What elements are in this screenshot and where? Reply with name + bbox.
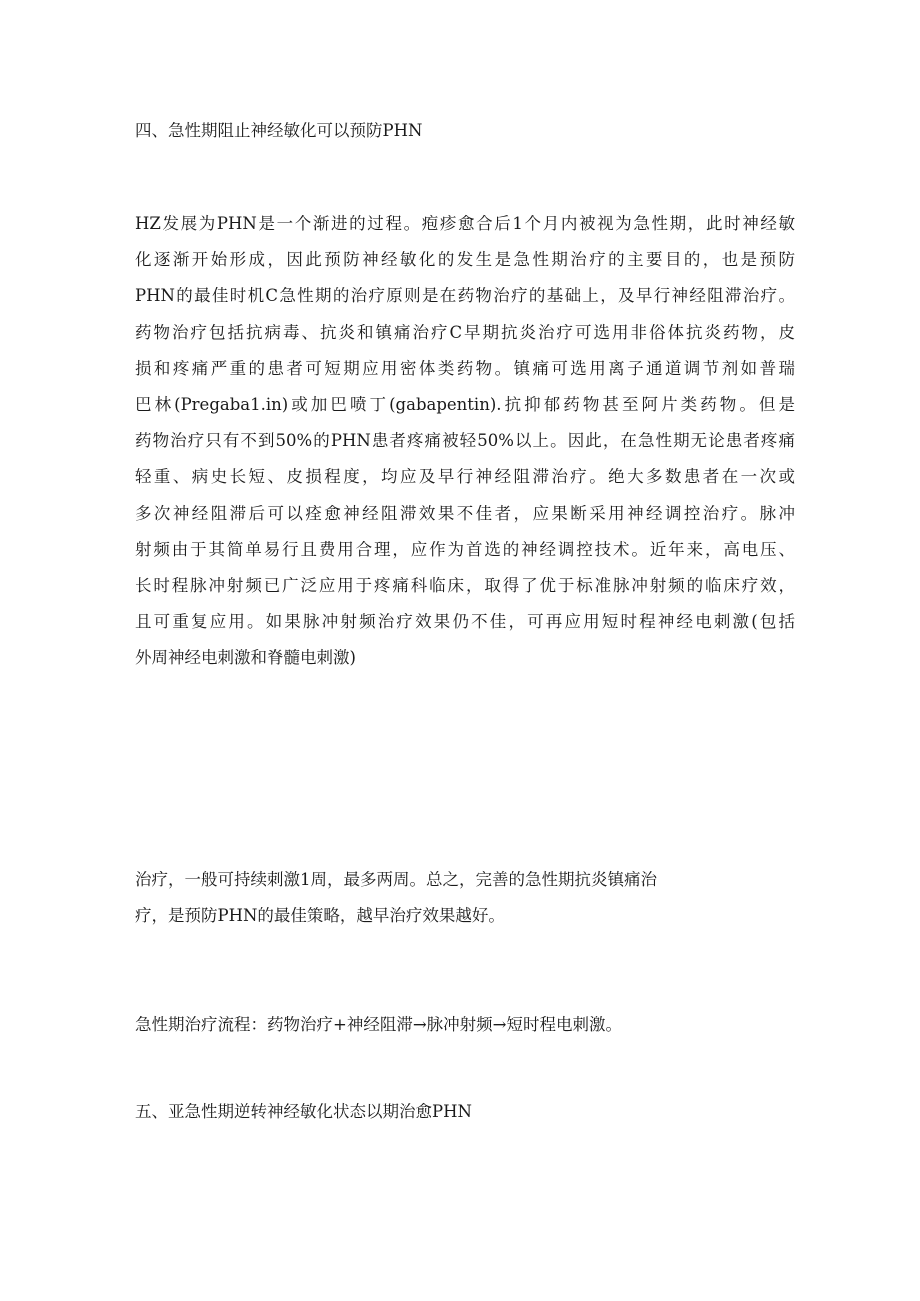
paragraph-line: 治疗，一般可持续刺激1周，最多两周。总之，完善的急性期抗炎镇痛治 (135, 870, 657, 889)
paragraph-line: 且可重复应用。如果脉冲射频治疗效果仍不佳，可再应用短时程神经电刺激(包括 (135, 612, 795, 632)
paragraph-treatment-flow (135, 1007, 795, 1043)
paragraph-line: 射频由于其简单易行且费用合理，应作为首选的神经调控技术。近年来，高电压、 (135, 539, 795, 559)
paragraph-line: PHN的最佳时机C急性期的治疗原则是在药物治疗的基础上，及早行神经阻滞治疗。 (135, 286, 795, 306)
paragraph-line: 外周神经电刺激和脊髓电刺激) (135, 648, 356, 668)
paragraph-line: 长时程脉冲射频已广泛应用于疼痛科临床，取得了优于标准脉冲射频的临床疗效， (135, 575, 795, 595)
paragraph-acute-phase (135, 206, 795, 676)
paragraph-line: 药物治疗包括抗病毒、抗炎和镇痛治疗C早期抗炎治疗可选用非俗体抗炎药物，皮 (135, 322, 795, 342)
section-heading-5: 五、亚急性期逆转神经敏化状态以期治愈PHN (135, 1102, 472, 1121)
paragraph-stimulation-duration (135, 862, 795, 934)
paragraph-line: 多次神经阻滞后可以痊愈神经阻滞效果不佳者，应果断采用神经调控治疗。脉冲 (135, 503, 795, 523)
paragraph-line: 损和疼痛严重的患者可短期应用密体类药物。镇痛可选用离子通道调节剂如普瑞 (135, 358, 795, 378)
paragraph-line: 疗，是预防PHN的最佳策略，越早治疗效果越好。 (135, 906, 505, 926)
paragraph-line: 化逐渐开始形成，因此预防神经敏化的发生是急性期治疗的主要目的，也是预防 (135, 250, 795, 270)
section-heading-4: 四、急性期阻止神经敏化可以预防PHN (135, 121, 423, 140)
paragraph-line: 药物治疗只有不到50%的PHN患者疼痛被轻50%以上。因此，在急性期无论患者疼痛 (135, 431, 795, 451)
paragraph-line: 轻重、病史长短、皮损程度，均应及早行神经阻滞治疗。绝大多数患者在一次或 (135, 467, 795, 487)
paragraph-line: 巴林(Pregaba1.in)或加巴喷丁(gabapentin).抗抑郁药物甚至阿片类药物。但是 (135, 394, 795, 414)
paragraph-line: HZ发展为PHN是一个渐进的过程。疱疹愈合后1个月内被视为急性期，此时神经敏 (135, 214, 795, 233)
treatment-flow-line: 急性期治疗流程：药物治疗+神经阻滞→脉冲射频→短时程电刺激。 (135, 1015, 622, 1034)
